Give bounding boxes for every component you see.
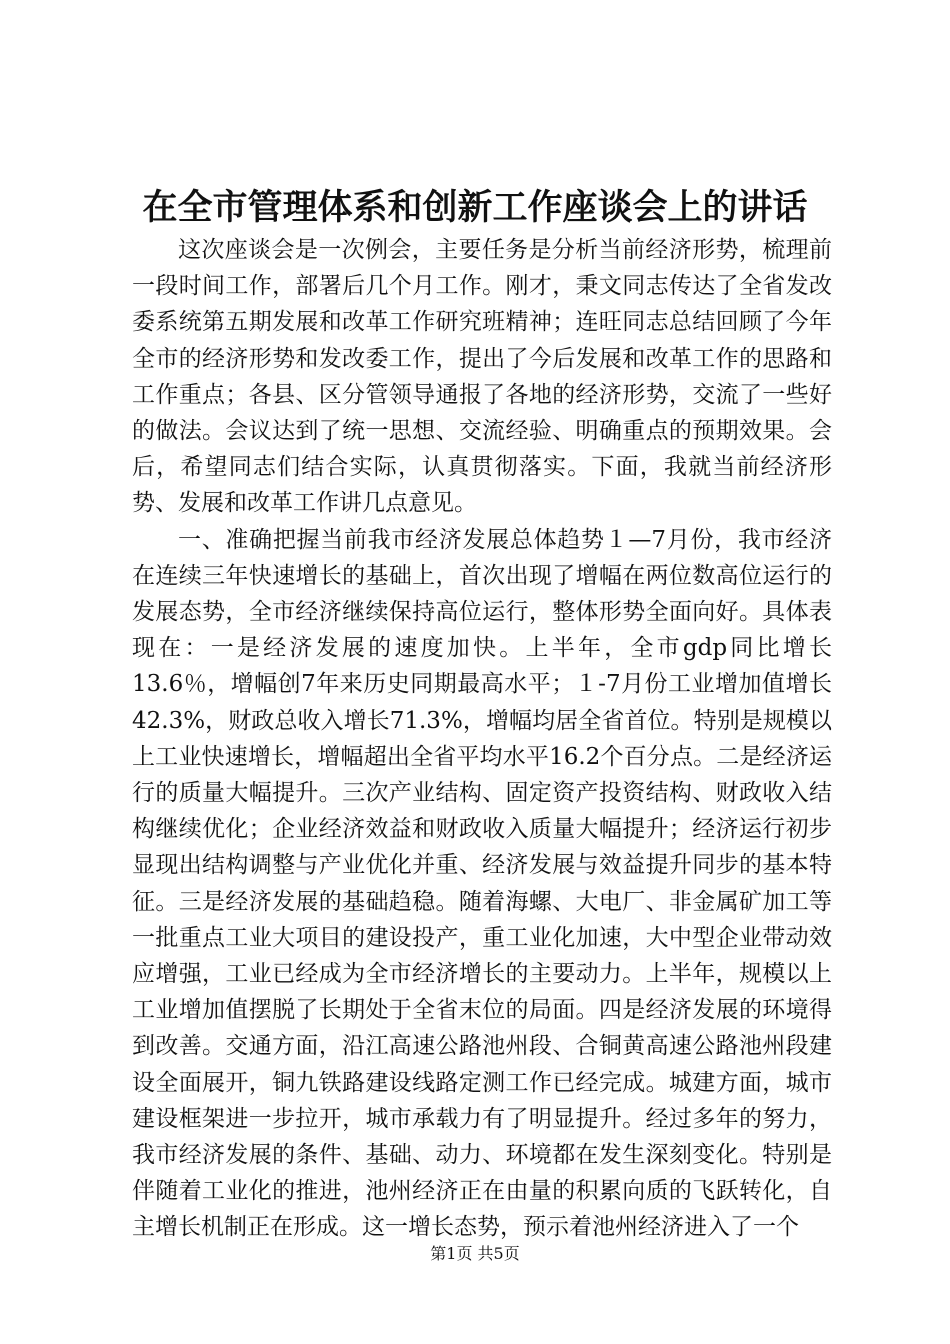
paragraph-intro: 这次座谈会是一次例会，主要任务是分析当前经济形势，梳理前一段时间工作，部署后几个月工作。刚才，秉文同志传达了全省发改委系统第五期发展和改革工作研究班精神；连旺同志总结回顾了今年全市的经济形势和发改委工作，提出了今后发展和改革工作的思路和工作重点；各县、区分管领导通报了各地的经济形势，交流了一些好的做法。会议达到了统一思想、交流经验、明确重点的预期效果。会后，希望同志们结合实际，认真贯彻落实。下面，我就当前经济形势、发展和改革工作讲几点意见。: [132, 237, 832, 517]
paragraph-section-one: 一、准确把握当前我市经济发展总体趋势１—7月份，我市经济在连续三年快速增长的基础上，首次出现了增幅在两位数高位运行的发展态势，全市经济继续保持高位运行，整体形势全面向好。具体表现在：一是经济发展的速度加快。上半年，全市gdp同比增长13.6％，增幅创7年来历史同期最高水平；１-7月份工业增加值增长42.3%，财政总收入增长71.3%，增幅均居全省首位。特别是规模以上工业快速增长，增幅超出全省平均水平16.2个百分点。二是经济运行的质量大幅提升。三次产业结构、固定资产投资结构、财政收入结构继续优化；企业经济效益和财政收入质量大幅提升；经济运行初步显现出结构调整与产业优化并重、经济发展与效益提升同步的基本特征。三是经济发展的基础趋稳。随着海螺、大电厂、非金属矿加工等一批重点工业大项目的建设投产，重工业化加速，大中型企业带动效应增强，工业已经成为全市经济增长的主要动力。上半年，规模以上工业增加值摆脱了长期处于全省末位的局面。四是经济发展的环境得到改善。交通方面，沿江高速公路池州段、合铜黄高速公路池州段建设全面展开，铜九铁路建设线路定测工作已经完成。城建方面，城市建设框架进一步拉开，城市承载力有了明显提升。经过多年的努力，我市经济发展的条件、基础、动力、环境都在发生深刻变化。特别是伴随着工业化的推进，池州经济正在由量的积累向质的飞跃转化，自主增长机制正在形成。这一增长态势，预示着池州经济进入了一个: [132, 526, 832, 1241]
page-footer: 第1页 共5页: [430, 1244, 520, 1263]
document-title: 在全市管理体系和创新工作座谈会上的讲话: [142, 187, 808, 228]
document-body: [132, 232, 832, 1246]
